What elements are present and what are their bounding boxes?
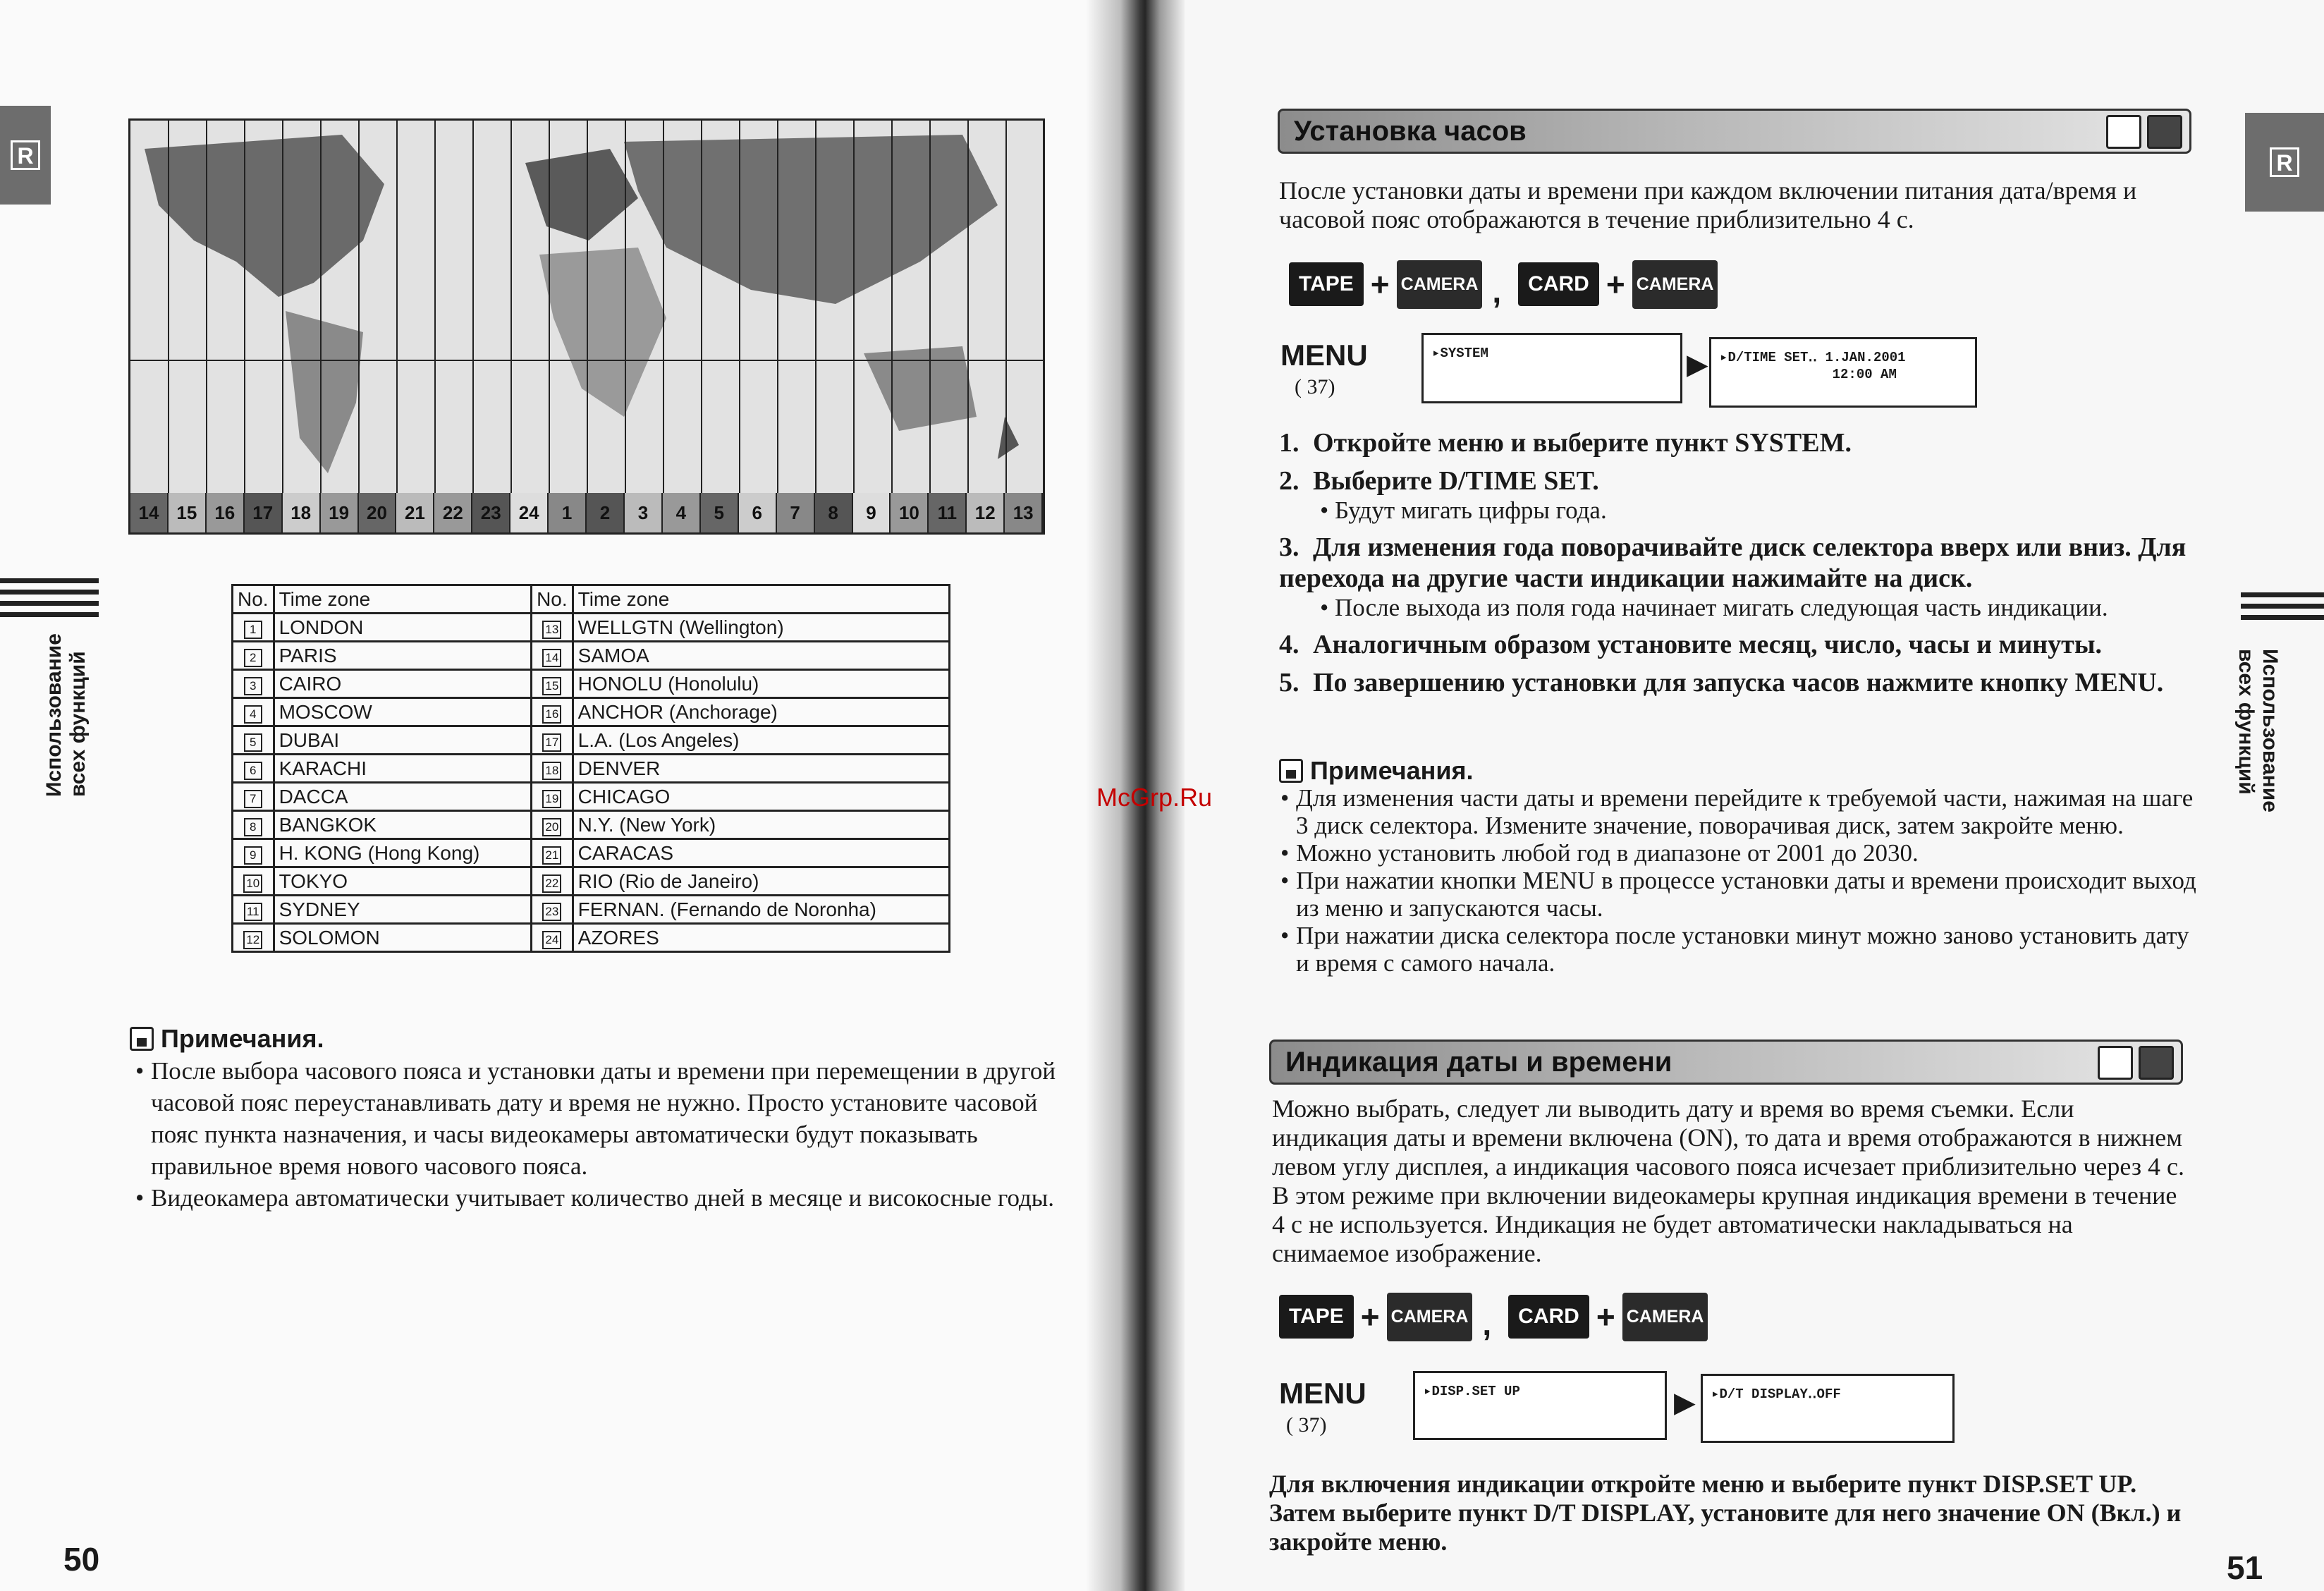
menu-page-ref: ( 37) <box>1295 375 1335 398</box>
right-page <box>1162 0 2324 1591</box>
menu-screen-disp: ▸DISP.SET UP <box>1413 1371 1667 1440</box>
zone-name: AZORES <box>573 924 949 952</box>
card-mode-icon <box>2139 1046 2174 1080</box>
col-zone-header: Time zone <box>573 585 949 614</box>
table-row <box>233 839 950 867</box>
watermark: McGrp.Ru <box>1096 783 1213 812</box>
tz-cell: 16 <box>207 493 245 532</box>
step-item: 1. Откройте меню и выберите пункт SYSTEM. <box>1279 428 1852 458</box>
zone-name: L.A. (Los Angeles) <box>573 726 949 755</box>
zone-name: FERNAN. (Fernando de Noronha) <box>573 896 949 924</box>
zone-name: SOLOMON <box>274 924 531 952</box>
zone-number: 14 <box>542 649 561 667</box>
table-row <box>233 698 950 726</box>
zone-name: CARACAS <box>573 839 949 867</box>
list-item: • При нажатии диска селектора после установки минут можно заново установить дату и время с самого начала. <box>1275 922 2198 977</box>
tz-cell: 24 <box>510 493 549 532</box>
tape-mode-icon <box>2106 115 2141 149</box>
zone-number: 23 <box>542 903 561 921</box>
tz-cell: 21 <box>396 493 434 532</box>
zone-name: KARACHI <box>274 755 531 783</box>
table-row <box>233 783 950 811</box>
step-item: 5. По завершению установки для запуска часов нажмите кнопку MENU. <box>1279 668 2164 697</box>
zone-name: CAIRO <box>274 670 531 698</box>
zone-number: 6 <box>244 762 262 780</box>
zone-number: 5 <box>244 733 262 752</box>
tz-cell: 12 <box>967 493 1005 532</box>
zone-name: TOKYO <box>274 867 531 896</box>
tab-letter: R <box>2270 147 2299 177</box>
side-stripes-left <box>0 578 99 623</box>
table-header-row <box>233 585 950 614</box>
mode-icons <box>2098 1046 2174 1080</box>
menu-label: MENU <box>1280 339 1368 372</box>
zone-name: SYDNEY <box>274 896 531 924</box>
zone-name: RIO (Rio de Janeiro) <box>573 867 949 896</box>
notes-list-right <box>1275 784 2198 977</box>
tz-cell: 14 <box>130 493 169 532</box>
page-number-left: 50 <box>63 1541 100 1578</box>
zone-name: HONOLU (Honolulu) <box>573 670 949 698</box>
table-row <box>233 755 950 783</box>
tz-cell: 5 <box>701 493 739 532</box>
tz-cell: 15 <box>169 493 207 532</box>
camera-key: CAMERA <box>1397 260 1483 309</box>
side-stripes-right <box>2241 592 2324 626</box>
camera-key: CAMERA <box>1387 1293 1473 1341</box>
list-item: • При нажатии кнопки MENU в процессе установки даты и времени происходит выход из меню и запускаются часы. <box>1275 867 2198 922</box>
tz-cell: 3 <box>625 493 663 532</box>
col-zone-header: Time zone <box>274 585 531 614</box>
zone-name: WELLGTN (Wellington) <box>573 614 949 642</box>
tz-cell: 17 <box>245 493 283 532</box>
zone-number: 1 <box>244 621 262 639</box>
arrow-icon: ▶ <box>1687 348 1708 381</box>
zone-number: 22 <box>542 874 561 893</box>
side-label-left: Использование всех функций <box>42 633 90 797</box>
section-header-clock <box>1278 109 2191 154</box>
tab-letter: R <box>11 140 40 170</box>
tz-cell: 10 <box>891 493 929 532</box>
tz-cell: 6 <box>739 493 777 532</box>
time-zone-table <box>231 584 950 953</box>
zone-name: LONDON <box>274 614 531 642</box>
zone-name: SAMOA <box>573 642 949 670</box>
section2-intro: Можно выбрать, следует ли выводить дату и время во время съемки. Если индикация даты и времени включена (ON), то дата и время отображаются в нижнем левом углу дисплея, а индикация часового пояса исчезает приблизительно через 4 с. В этом режиме при включении видеокамеры крупная индикация времени в течение 4 с не используется. Индикация не будет автоматически накладываться на снимаемое изображение. <box>1272 1095 2185 1267</box>
tz-cell: 2 <box>587 493 625 532</box>
zone-name: N.Y. (New York) <box>573 811 949 839</box>
zone-number: 7 <box>244 790 262 808</box>
card-mode-icon <box>2147 115 2182 149</box>
zone-number: 17 <box>542 733 561 752</box>
list-item: • Видеокамера автоматически учитывает количество дней в месяце и високосные годы. <box>130 1182 1075 1214</box>
zone-number: 21 <box>542 846 561 865</box>
menu-screen-system: ▸SYSTEM <box>1421 333 1682 403</box>
card-key: CARD <box>1518 262 1599 306</box>
notes-list-left <box>130 1055 1075 1214</box>
menu-page-ref: ( 37) <box>1286 1413 1327 1437</box>
time-zone-strip <box>130 493 1043 532</box>
step-item: 3. Для изменения года поворачивайте диск селектора вверх или вниз. Для перехода на другие части индикации нажимайте на диск. • После выхода из поля года начинает мигать следующая часть индикации. <box>1279 532 2187 621</box>
section-title: Индикация даты и времени <box>1285 1046 1672 1078</box>
tz-cell: 9 <box>853 493 891 532</box>
tz-cell: 4 <box>663 493 701 532</box>
tz-cell: 11 <box>929 493 967 532</box>
zone-number: 4 <box>244 705 262 724</box>
zone-number: 16 <box>542 705 561 724</box>
zone-number: 2 <box>244 649 262 667</box>
world-time-zone-map <box>128 118 1045 535</box>
list-item: • Можно установить любой год в диапазоне от 2001 до 2030. <box>1275 839 2198 867</box>
mode-buttons-2: TAPE + CAMERA , CARD + CAMERA <box>1279 1291 1708 1343</box>
zone-number: 10 <box>243 874 262 893</box>
tz-cell: 7 <box>777 493 815 532</box>
page-number-right: 51 <box>2227 1549 2263 1586</box>
side-label-right: Использование всех функций <box>2234 649 2282 812</box>
list-item: • После выбора часового пояса и установки даты и времени при перемещении в другой часовой пояс переустанавливать дату и время не нужно. Просто установите часовой пояс пункта назначения, и часы видеокамеры автоматически будут показывать правильное время нового часового пояса. <box>130 1055 1075 1182</box>
table-row <box>233 670 950 698</box>
zone-number: 24 <box>542 931 561 949</box>
zone-name: MOSCOW <box>274 698 531 726</box>
zone-number: 15 <box>542 677 561 695</box>
menu-label: MENU <box>1279 1377 1366 1410</box>
tz-cell: 13 <box>1005 493 1043 532</box>
section2-final-instruction: Для включения индикации откройте меню и выберите пункт DISP.SET UP. Затем выберите пункт D/T DISPLAY, установите для него значение ON (Вкл.) и закройте меню. <box>1269 1470 2182 1556</box>
col-no-header: No. <box>532 585 573 614</box>
table-row <box>233 726 950 755</box>
notes-icon <box>130 1027 154 1051</box>
zone-name: DACCA <box>274 783 531 811</box>
zone-number: 18 <box>542 762 561 780</box>
zone-name: ANCHOR (Anchorage) <box>573 698 949 726</box>
section1-intro: После установки даты и времени при каждом включении питания дата/время и часовой пояс отображаются в течение приблизительно 4 с. <box>1279 176 2137 233</box>
tz-cell: 20 <box>359 493 397 532</box>
zone-number: 19 <box>542 790 561 808</box>
zone-number: 3 <box>244 677 262 695</box>
zone-name: DENVER <box>573 755 949 783</box>
col-no-header: No. <box>233 585 274 614</box>
section-title: Установка часов <box>1294 115 1527 147</box>
mode-buttons-1: TAPE + CAMERA , CARD + CAMERA <box>1289 258 1718 310</box>
zone-name: PARIS <box>274 642 531 670</box>
menu-screen-dtime: ▸D/TIME SET‥ 1.JAN.2001 12:00 AM <box>1709 337 1977 408</box>
mode-icons <box>2106 115 2182 149</box>
camera-key: CAMERA <box>1632 260 1718 309</box>
table-row <box>233 867 950 896</box>
section-header-datetime <box>1269 1040 2183 1085</box>
section-tab-left <box>0 106 51 205</box>
step-item: 2. Выберите D/TIME SET. • Будут мигать цифры года. <box>1279 466 1607 524</box>
tz-cell: 23 <box>472 493 510 532</box>
tape-key: TAPE <box>1279 1295 1354 1339</box>
tape-mode-icon <box>2098 1046 2133 1080</box>
zone-name: CHICAGO <box>573 783 949 811</box>
table-row <box>233 614 950 642</box>
step-item: 4. Аналогичным образом установите месяц, число, часы и минуты. <box>1279 630 2102 659</box>
tape-key: TAPE <box>1289 262 1364 306</box>
zone-number: 12 <box>243 931 262 949</box>
zone-name: H. KONG (Hong Kong) <box>274 839 531 867</box>
zone-number: 9 <box>244 846 262 865</box>
zone-number: 11 <box>244 903 262 921</box>
zone-name: BANGKOK <box>274 811 531 839</box>
table-row <box>233 924 950 952</box>
tz-cell: 22 <box>434 493 472 532</box>
list-item: • Для изменения части даты и времени перейдите к требуемой части, нажимая на шаге 3 диск селектора. Измените значение, поворачивая диск, затем закройте меню. <box>1275 784 2198 839</box>
steps-list <box>1279 427 2210 705</box>
zone-number: 8 <box>244 818 262 836</box>
arrow-icon: ▶ <box>1674 1386 1696 1419</box>
card-key: CARD <box>1508 1295 1589 1339</box>
camera-key: CAMERA <box>1622 1293 1708 1341</box>
zone-name: DUBAI <box>274 726 531 755</box>
tz-cell: 18 <box>283 493 321 532</box>
notes-icon <box>1279 759 1303 783</box>
table-row <box>233 642 950 670</box>
tz-cell: 19 <box>321 493 359 532</box>
notes-heading-right: Примечания. <box>1279 756 1474 786</box>
table-row <box>233 811 950 839</box>
world-map-graphic <box>130 121 1045 494</box>
menu-screen-dt-display: ▸D/T DISPLAY‥OFF <box>1701 1374 1955 1443</box>
tz-cell: 8 <box>815 493 853 532</box>
zone-number: 13 <box>542 621 561 639</box>
zone-number: 20 <box>542 818 561 836</box>
notes-heading-left: Примечания. <box>130 1024 324 1054</box>
tz-cell: 1 <box>549 493 587 532</box>
section-tab-right <box>2245 113 2324 212</box>
table-row <box>233 896 950 924</box>
